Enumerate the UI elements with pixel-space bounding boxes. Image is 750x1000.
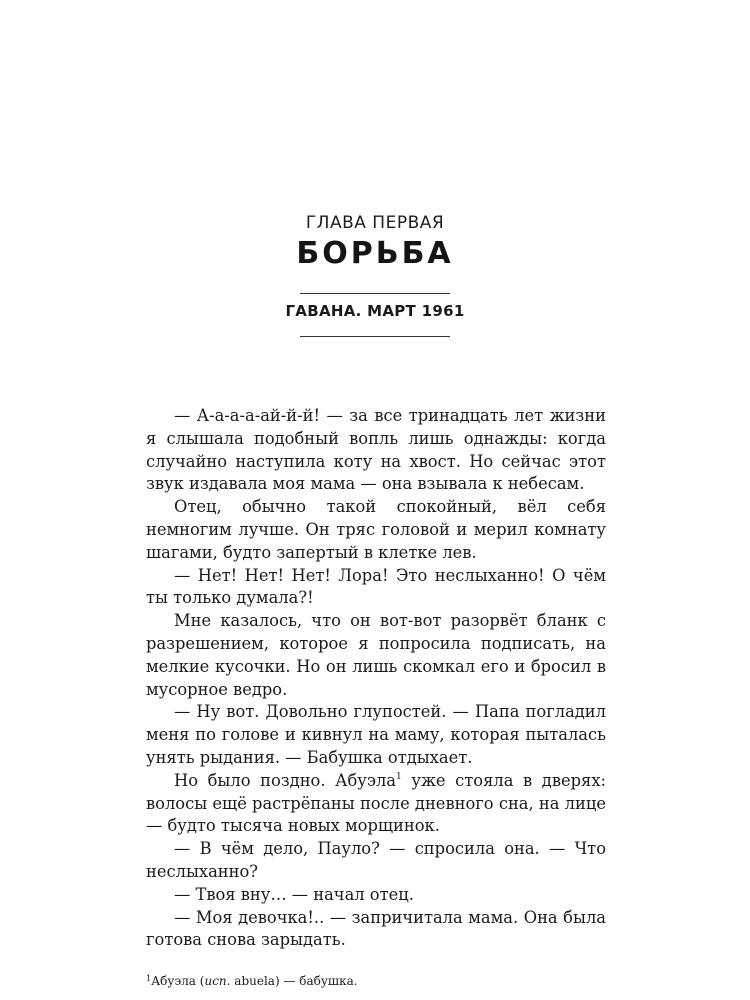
paragraph-text: Но было поздно. Абуэла: [174, 770, 397, 790]
paragraph: — А-а-а-а-ай-й-й! — за все тринадцать лет жизни я слышала подобный вопль лишь однажды: когда случайно наступила коту на хвост. Но сейчас этот звук издавала моя мама — она взывала к небесам.: [146, 406, 606, 494]
body-text: [146, 405, 606, 952]
footnote-definition: abuela) — бабушка.: [230, 974, 358, 988]
paragraph: — Нет! Нет! Нет! Лора! Это неслыханно! О чём ты только думала?!: [146, 565, 606, 608]
chapter-label: ГЛАВА ПЕРВАЯ: [305, 213, 445, 233]
footnote-term: Абуэла (: [151, 974, 205, 988]
paragraph: — В чём дело, Пауло? — спросила она. — Что неслыханно?: [146, 839, 606, 881]
paragraph: — Ну вот. Довольно глупостей. — Папа погладил меня по голове и кивнул на маму, которая пыталась унять рыдания. — Бабушка отдыхает.: [146, 702, 606, 767]
paragraph: — Твоя вну… — начал отец.: [174, 884, 414, 904]
paragraph-text: уже стояла в дверях: волосы ещё растрёпаны после дневного сна, на лице — будто тысяча новых морщинок.: [146, 770, 606, 836]
paragraph: Мне казалось, что он вот-вот разорвёт бланк с разрешением, которое я попросила подписать, на мелкие кусочки. Но он лишь скомкал его и бросил в мусорное ведро.: [146, 611, 606, 699]
paragraph: — Моя девочка!.. — запричитала мама. Она была готова снова зарыдать.: [146, 907, 606, 950]
footnote-reference[interactable]: 1: [396, 771, 402, 782]
top-divider: [300, 293, 450, 294]
paragraph: [146, 770, 606, 838]
footnote-marker: 1: [146, 974, 152, 983]
footnote: [146, 973, 606, 989]
footnote-abbreviation: исп.: [204, 974, 231, 988]
paragraph: Отец, обычно такой спокойный, вёл себя немногим лучше. Он тряс головой и мерил комнату шагами, будто запертый в клетке лев.: [146, 497, 606, 562]
chapter-title: БОРЬБА: [296, 236, 454, 271]
bottom-divider: [300, 336, 450, 337]
place-date-heading: ГАВАНА. МАРТ 1961: [285, 302, 465, 320]
